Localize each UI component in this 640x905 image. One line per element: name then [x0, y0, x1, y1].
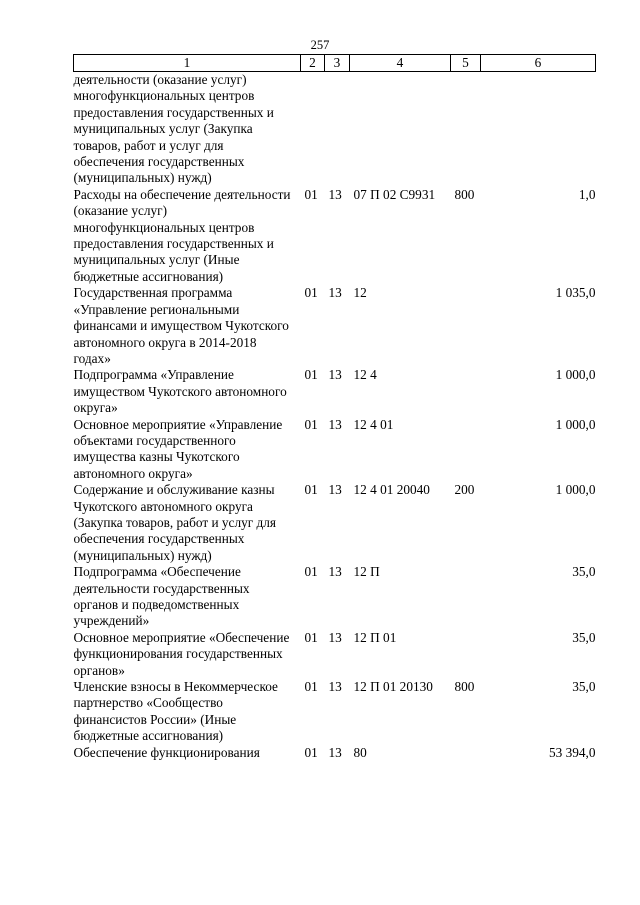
budget-table [73, 54, 596, 761]
row-expense-type [451, 417, 481, 483]
row-target-article: 80 [353, 744, 367, 760]
table-row [74, 285, 596, 367]
row-expense-type [451, 367, 481, 416]
row-amount: 35,0 [572, 564, 596, 580]
row-name: Расходы на обеспечение деятельности (оказание услуг) многофункциональных центров предоставления государственных и муниципальных услуг (Иные бюджетные ассигнования) [73, 186, 291, 284]
row-subsection: 13 [328, 679, 342, 695]
row-subsection: 13 [328, 186, 342, 202]
row-subsection: 13 [328, 744, 342, 760]
row-expense-type [451, 285, 481, 367]
column-header-amount: 6 [481, 55, 596, 72]
row-expense-type [451, 745, 481, 761]
row-target-article: 12 П [353, 564, 380, 580]
row-amount: 1 000,0 [555, 482, 596, 498]
row-target-article: 12 4 [353, 367, 377, 383]
row-name: Основное мероприятие «Обеспечение функционирования государственных органов» [73, 629, 290, 678]
row-expense-type [451, 564, 481, 630]
column-header-expense-type: 5 [451, 55, 481, 72]
column-header-name: 1 [74, 55, 301, 72]
row-section: 01 [304, 564, 318, 580]
table-row [74, 187, 596, 285]
table-row [74, 417, 596, 483]
row-target-article: 07 П 02 С9931 [353, 186, 436, 202]
row-target-article: 12 4 01 [353, 416, 394, 432]
row-expense-type [451, 72, 481, 187]
table-row [74, 630, 596, 679]
table-row [74, 72, 596, 187]
row-expense-type: 800 [454, 186, 475, 202]
row-section: 01 [304, 744, 318, 760]
column-header-section: 2 [301, 55, 325, 72]
column-number-row [74, 55, 596, 72]
row-amount [481, 72, 596, 187]
row-name: деятельности (оказание услуг) многофункциональных центров предоставления государственных и муниципальных услуг (Закупка товаров, работ и услуг для обеспечения государственных (муниципальных) нужд) [73, 72, 274, 186]
row-target-article: 12 П 01 20130 [353, 679, 433, 695]
page-number: 257 [310, 38, 330, 52]
row-subsection: 13 [328, 564, 342, 580]
row-subsection: 13 [328, 416, 342, 432]
row-subsection: 13 [328, 629, 342, 645]
table-row [74, 482, 596, 564]
row-section: 01 [304, 679, 318, 695]
row-target-article: 12 П 01 [353, 629, 397, 645]
table-row [74, 745, 596, 761]
row-expense-type [451, 630, 481, 679]
row-name: Государственная программа «Управление региональными финансами и имуществом Чукотского автономного округа в 2014-2018 годах» [73, 285, 289, 366]
row-amount: 53 394,0 [548, 744, 596, 760]
column-header-subsection: 3 [325, 55, 350, 72]
row-subsection: 13 [328, 367, 342, 383]
row-section: 01 [304, 367, 318, 383]
row-subsection: 13 [328, 482, 342, 498]
row-section: 01 [304, 186, 318, 202]
row-subsection: 13 [328, 285, 342, 301]
row-name: Основное мероприятие «Управление объектами государственного имущества казны Чукотского автономного округа» [73, 416, 283, 481]
row-amount: 1 000,0 [555, 416, 596, 432]
row-name: Членские взносы в Некоммерческое партнерство «Сообщество финансистов России» (Иные бюджетные ассигнования) [73, 679, 278, 744]
row-target-article [350, 72, 451, 187]
row-target-article: 12 4 01 20040 [353, 482, 430, 498]
row-amount: 1,0 [578, 186, 596, 202]
row-section [301, 72, 325, 187]
table-row [74, 367, 596, 416]
table-row [74, 564, 596, 630]
row-expense-type: 200 [454, 482, 475, 498]
row-name: Подпрограмма «Обеспечение деятельности государственных органов и подведомственных учреждений» [73, 564, 250, 629]
row-section: 01 [304, 285, 318, 301]
column-header-target-article: 4 [350, 55, 451, 72]
row-name: Обеспечение функционирования [73, 744, 260, 760]
row-subsection [325, 72, 350, 187]
row-section: 01 [304, 629, 318, 645]
row-amount: 1 035,0 [555, 285, 596, 301]
row-name: Подпрограмма «Управление имуществом Чукотского автономного округа» [73, 367, 287, 416]
row-name: Содержание и обслуживание казны Чукотского автономного округа (Закупка товаров, работ и услуг для обеспечения государственных (муниципальных) нужд) [73, 482, 277, 563]
row-section: 01 [304, 482, 318, 498]
row-section: 01 [304, 416, 318, 432]
row-target-article: 12 [353, 285, 367, 301]
row-amount: 35,0 [572, 629, 596, 645]
table-row [74, 679, 596, 745]
row-expense-type: 800 [454, 679, 475, 695]
row-amount: 1 000,0 [555, 367, 596, 383]
row-amount: 35,0 [572, 679, 596, 695]
